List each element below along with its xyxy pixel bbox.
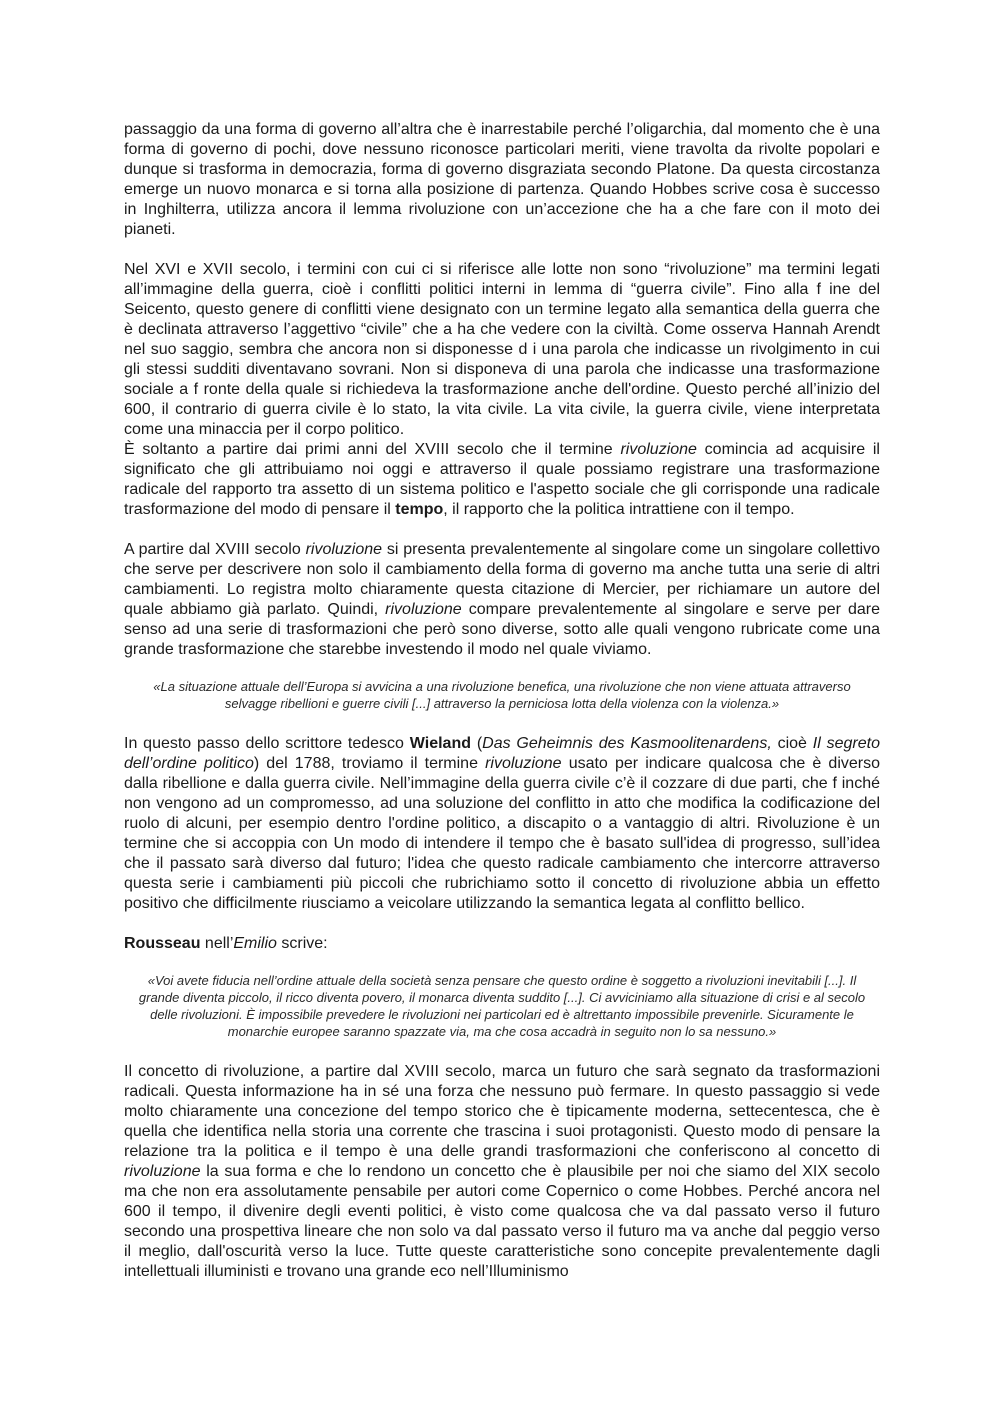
paragraph-3 <box>124 440 880 520</box>
quote-rousseau: «Voi avete fiducia nell’ordine attuale della società senza pensare che questo ordine è soggetto a rivoluzioni inevitabili [...]. Il grande diventa piccolo, il ricco diventa povero, il monarca diventa suddito [...]. Ci avviciniamo alla situazione di crisi e al secolo delle rivoluzioni. È impossibile prevedere le rivoluzioni nei particolari ed è altrettanto impossibile prevenirle. Sicuramente le monarchie europee saranno spazzate via, ma che cosa accadrà in seguito non lo sa nessuno.» <box>138 973 866 1039</box>
rousseau-intro <box>124 934 880 954</box>
paragraph-7-text-a: Il concetto di rivoluzione, a partire dal XVIII secolo, marca un futuro che sarà segnato da trasformazioni radicali. Questa informazione ha in sé una forza che nessuno può fermare. In questo passaggio si vede molto chiaramente una concezione del tempo storico che è tipicamente moderna, settecentesca, che è quella che identifica nella storia una corrente che trascina i suoi protagonisti. Questo modo di pensare la relazione tra la politica e il tempo è una delle grandi trasformazioni che conferiscono al concetto di <box>124 1063 880 1160</box>
paragraph-7-italic-rivoluzione: rivoluzione <box>124 1163 201 1180</box>
paragraph-5 <box>124 734 880 914</box>
rousseau-name: Rousseau <box>124 935 201 952</box>
paragraph-4 <box>124 540 880 660</box>
paragraph-4-italic-rivoluzione-2: rivoluzione <box>385 601 462 618</box>
quote-mercier: «La situazione attuale dell’Europa si avvicina a una rivoluzione benefica, una rivoluzione che non viene attuata attraverso selvagge ribellioni e guerre civili [...] attraverso la perniciosa lotta della violenza con la violenza.» <box>153 679 851 711</box>
paragraph-7-text-c: la sua forma e che lo rendono un concetto che è plausibile per noi che siamo del XIX secolo ma che non era assolutamente pensabile per autori come Copernico o come Hobbes. Perché ancora nel 600 il tempo, il divenire degli eventi politici, è visto come qualcosa che va dal passato verso il futuro secondo una prospettiva lineare che non solo va dal passato verso il futuro ma va anche dal peggio verso il meglio, dall'oscurità verso la luce. Tutte queste caratteristiche sono concepite prevalentemente dagli intellettuali illuministi e trovano una grande eco nell’Illuminismo <box>124 1163 880 1280</box>
paragraph-5-text-g: ) del 1788, troviamo il termine <box>253 755 486 772</box>
paragraph-5-bold-wieland: Wieland <box>409 735 471 752</box>
paragraph-5-text-i: usato per indicare qualcosa che è diverso dalla ribellione e dalla guerra civile. Nell’immagine della guerra civile c’è il cozzare di due parti, che f inché non vengono ad un compromesso, ad una soluzione del conflitto in atto che modifica la codificazione del ruolo di alcuni, per esempio dentro l'ordine politico, a discapito o a vantaggio di altri. Rivoluzione è un termine che si accoppia con Un modo di intendere il tempo che è basato sull'idea di progresso, sull’idea che il passato sarà diverso dal futuro; l'idea che questo radicale cambiamento che intercorre attraverso questa serie i cambiamenti più piccoli che rubrichiamo sotto il concetto di rivoluzione abbia un effetto positivo che difficilmente riusciamo a veicolare utilizzando la semantica legata al conflitto bellico. <box>124 755 881 912</box>
paragraph-3-text-e: , il rapporto che la politica intrattiene con il tempo. <box>443 501 795 518</box>
paragraph-1: passaggio da una forma di governo all’altra che è inarrestabile perché l’oligarchia, dal momento che è una forma di governo di pochi, dove nessuno riconosce particolari meriti, viene travolta da rivolte popolari e dunque si trasforma in democrazia, forma di governo disgraziata secondo Platone. Da questa circostanza emerge un nuovo monarca e si torna alla posizione di partenza. Quando Hobbes scrive cosa è successo in Inghilterra, utilizza ancora il lemma rivoluzione con un’accezione che ha a che fare con il moto dei pianeti. <box>124 121 880 238</box>
paragraph-5-text-c: ( <box>471 735 483 752</box>
paragraph-3-text-a: È soltanto a partire dai primi anni del XVIII secolo che il termine <box>124 441 621 458</box>
paragraph-5-italic-book-title: Das Geheimnis des Kasmoolitenardens, <box>482 735 772 752</box>
document-body <box>124 120 880 1282</box>
paragraph-4-text-c: si presenta prevalentemente al singolare come un singolare collettivo che serve per descrivere non solo il cambiamento della forma di governo ma anche tutta una serie di altri cambiamenti. Lo registra molto chiaramente questa citazione di Mercier, per richiamare un autore del quale abbiamo già parlato. Quindi, <box>124 541 880 618</box>
paragraph-4-italic-rivoluzione-1: rivoluzione <box>305 541 383 558</box>
paragraph-7 <box>124 1062 880 1282</box>
paragraph-5-italic-rivoluzione: rivoluzione <box>485 755 562 772</box>
rousseau-text-b: nell’ <box>200 935 234 952</box>
rousseau-text-d: scrive: <box>276 935 328 952</box>
paragraph-5-text-e: cioè <box>771 735 813 752</box>
paragraph-3-bold-tempo: tempo <box>395 501 444 518</box>
rousseau-emilio: Emilio <box>233 935 277 952</box>
paragraph-5-italic-translation: Il segreto dell’ordine politico <box>124 735 880 772</box>
paragraph-4-text-a: A partire dal XVIII secolo <box>124 541 306 558</box>
paragraph-3-text-c: comincia ad acquisire il significato che gli attribuiamo noi oggi e attraverso il quale possiamo registrare una trasformazione radicale del rapporto tra assetto di un sistema politico e l'aspetto sociale che gli corrisponde una radicale trasformazione del modo di pensare il <box>124 441 880 518</box>
paragraph-2: Nel XVI e XVII secolo, i termini con cui ci si riferisce alle lotte non sono “rivoluzione” ma termini legati all’immagine della guerra, cioè i conflitti politici interni in lemma di “guerra civile”. Fino alla f ine del Seicento, questo genere di conflitti viene designato con un termine legato alla semantica della guerra che è declinata attraverso l’aggettivo “civile” che a ha che vedere con la civiltà. Come osserva Hannah Arendt nel suo saggio, sembra che ancora non si disponesse d i una parola che indicasse un rivolgimento in cui gli stessi sudditi diventavano sovrani. Non si disponeva di una parola che indicasse una trasformazione sociale a f ronte della quale si richiedeva la trasformazione anche dell'ordine. Questo perché all’inizio del 600, il contrario di guerra civile è lo stato, la vita civile. La vita civile, la guerra civile, viene interpretata come una minaccia per il corpo politico. <box>124 261 880 438</box>
paragraph-5-text-a: In questo passo dello scrittore tedesco <box>124 735 410 752</box>
paragraph-3-italic-rivoluzione: rivoluzione <box>620 441 697 458</box>
paragraph-4-text-e: compare prevalentemente al singolare e serve per dare senso ad una serie di trasformazioni che però sono diverse, sotto alle quali vengono rubricate come una grande trasformazione che starebbe investendo il modo nel quale viviamo. <box>124 601 880 658</box>
